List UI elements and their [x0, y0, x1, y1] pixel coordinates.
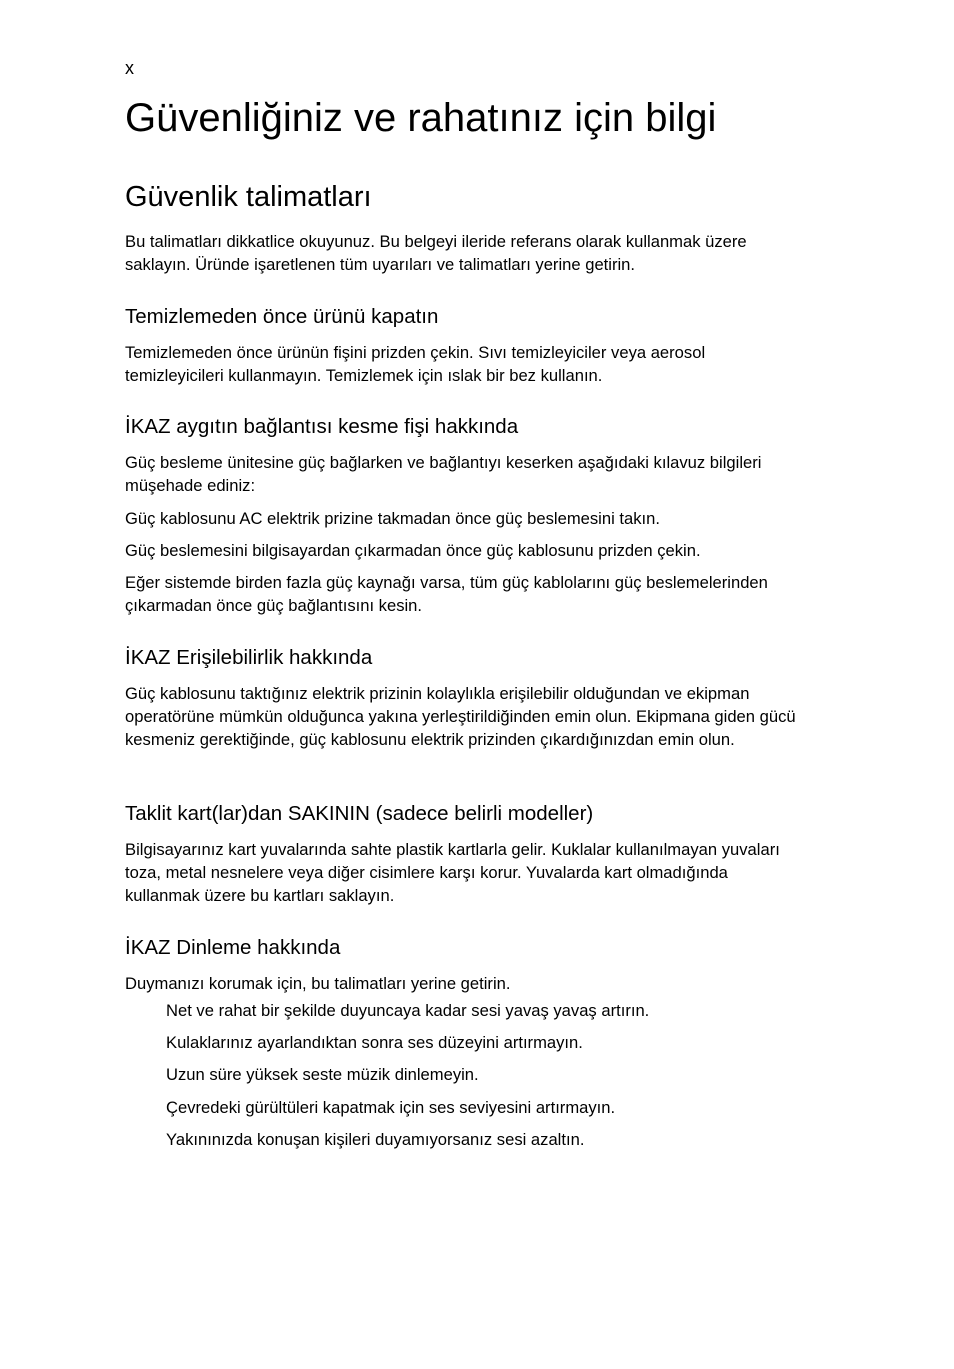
safety-intro-paragraph: Bu talimatları dikkatlice okuyunuz. Bu belgeyi ileride referans olarak kullanmak üzere saklayın. Üründe işaretlenen tüm uyarıları ve talimatları yerine getirin.	[125, 232, 747, 274]
plug-paragraph-1: Güç besleme ünitesine güç bağlarken ve bağlantıyı keserken aşağıdaki kılavuz bilgileri müşehade ediniz:	[125, 453, 762, 495]
page-title: Güvenliğiniz ve rahatınız için bilgi	[125, 96, 717, 140]
plug-paragraph-3: Güç beslemesini bilgisayardan çıkarmadan önce güç kablosunu prizden çekin.	[125, 541, 701, 560]
heading-accessibility: İKAZ Erişilebilirlik hakkında	[125, 646, 373, 669]
section-heading-safety: Güvenlik talimatları	[125, 181, 372, 213]
listening-list-item: Çevredeki gürültüleri kapatmak için ses seviyesini artırmayın.	[166, 1098, 616, 1117]
heading-listening: İKAZ Dinleme hakkında	[125, 936, 341, 959]
heading-disconnect-plug: İKAZ aygıtın bağlantısı kesme fişi hakkında	[125, 415, 519, 438]
plug-paragraph-2: Güç kablosunu AC elektrik prizine takmadan önce güç beslemesini takın.	[125, 509, 660, 528]
heading-cleaning: Temizlemeden önce ürünü kapatın	[125, 305, 439, 328]
listening-list-item: Uzun süre yüksek seste müzik dinlemeyin.	[166, 1065, 479, 1084]
listening-intro: Duymanızı korumak için, bu talimatları yerine getirin.	[125, 974, 511, 993]
plug-paragraph-4: Eğer sistemde birden fazla güç kaynağı varsa, tüm güç kablolarını güç beslemelerinden çıkarmadan önce güç bağlantısını kesin.	[125, 573, 768, 615]
dummy-cards-paragraph: Bilgisayarınız kart yuvalarında sahte plastik kartlarla gelir. Kuklalar kullanılmayan yuvaları toza, metal nesnelere veya diğer cisimlere karşı korur. Yuvalarda kart olmadığında kullanmak üzere bu kartları saklayın.	[125, 840, 780, 905]
listening-list-item: Net ve rahat bir şekilde duyuncaya kadar sesi yavaş yavaş artırın.	[166, 1001, 650, 1020]
listening-list-item: Kulaklarınız ayarlandıktan sonra ses düzeyini artırmayın.	[166, 1033, 583, 1052]
accessibility-paragraph: Güç kablosunu taktığınız elektrik prizinin kolaylıkla erişilebilir olduğundan ve ekipman operatörüne mümkün olduğunca yakına yerleştirildiğinden emin olun. Ekipmana giden gücü kesmeniz gerektiğinde, güç kablosunu elektrik prizinden çıkardığınızdan emin olun.	[125, 684, 796, 749]
heading-dummy-cards: Taklit kart(lar)dan SAKININ (sadece belirli modeller)	[125, 802, 594, 825]
cleaning-paragraph: Temizlemeden önce ürünün fişini prizden çekin. Sıvı temizleyiciler veya aerosol temizleyicileri kullanmayın. Temizlemek için ıslak bir bez kullanın.	[125, 343, 706, 385]
page-number: x	[125, 58, 134, 78]
listening-list-item: Yakınınızda konuşan kişileri duyamıyorsanız sesi azaltın.	[166, 1130, 585, 1149]
